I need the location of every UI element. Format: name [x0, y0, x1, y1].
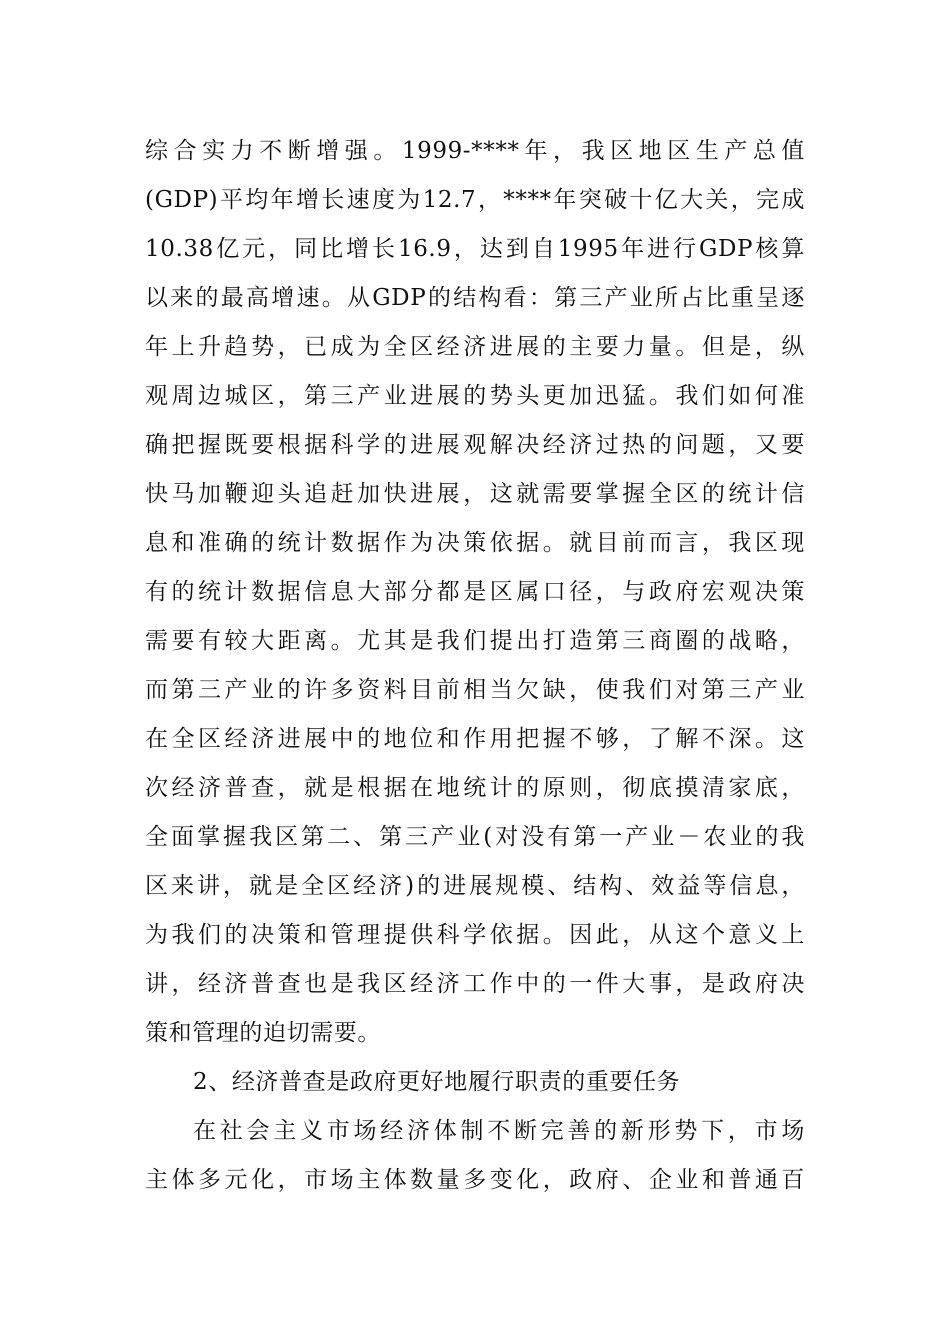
text-line-19: 策和管理的迫切需要。 — [145, 1020, 381, 1046]
text-line-8: 快马加鞭迎头追赶加快进展，这就需要掌握全区的统计信 — [145, 481, 805, 507]
body-text — [145, 127, 805, 1205]
text-line-12: 而第三产业的许多资料目前相当欠缺，使我们对第三产业 — [145, 677, 805, 703]
text-line-15: 全面掌握我区第二、第三产业(对没有第一产业－农业的我 — [145, 824, 805, 850]
text-line-14: 次经济普查，就是根据在地统计的原则，彻底摸清家底， — [145, 775, 805, 801]
text-line-13: 在全区经济进展中的地位和作用把握不够，了解不深。这 — [145, 726, 805, 752]
text-line-3: 10.38亿元，同比增长16.9，达到自1995年进行GDP核算 — [145, 236, 805, 262]
text-line-17: 为我们的决策和管理提供科学依据。因此，从这个意义上 — [145, 922, 805, 948]
text-line-16: 区来讲，就是全区经济)的进展规模、结构、效益等信息， — [145, 873, 805, 899]
text-line-11: 需要有较大距离。尤其是我们提出打造第三商圈的战略， — [145, 628, 805, 654]
text-line-2: (GDP)平均年增长速度为12.7，****年突破十亿大关，完成 — [145, 187, 805, 213]
text-line-7: 确把握既要根据科学的进展观解决经济过热的问题，又要 — [145, 432, 805, 458]
text-line-1: 综合实力不断增强。1999-****年，我区地区生产总值 — [145, 138, 805, 164]
text-line-6: 观周边城区，第三产业进展的势头更加迅猛。我们如何准 — [145, 383, 805, 409]
text-line-5: 年上升趋势，已成为全区经济进展的主要力量。但是，纵 — [145, 334, 805, 360]
text-line-18: 讲，经济普查也是我区经济工作中的一件大事，是政府决 — [145, 971, 805, 997]
text-line-4: 以来的最高增速。从GDP的结构看：第三产业所占比重呈逐 — [145, 285, 805, 311]
paragraph-2-line-2: 主体多元化，市场主体数量多变化，政府、企业和普通百 — [145, 1167, 805, 1193]
paragraph-2-line-1: 在社会主义市场经济体制不断完善的新形势下，市场 — [193, 1118, 805, 1144]
section-heading: 2、经济普查是政府更好地履行职责的重要任务 — [193, 1069, 681, 1095]
text-line-10: 有的统计数据信息大部分都是区属口径，与政府宏观决策 — [145, 579, 805, 605]
text-line-9: 息和准确的统计数据作为决策依据。就目前而言，我区现 — [145, 530, 805, 556]
